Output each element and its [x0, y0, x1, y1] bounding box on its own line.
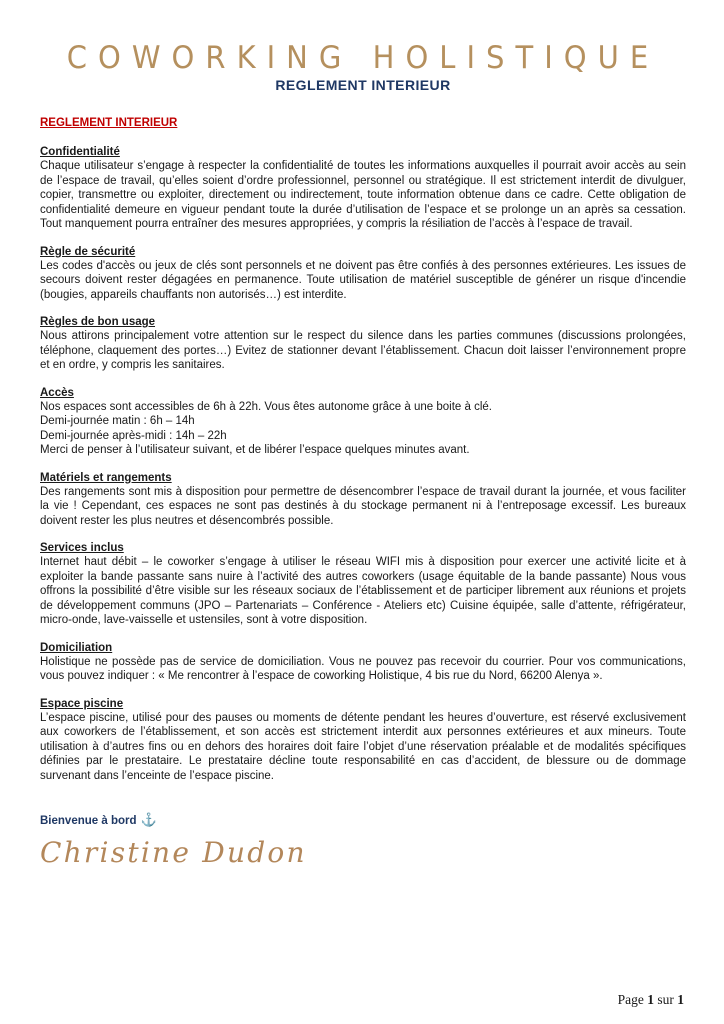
paragraph: Des rangements sont mis à disposition pour permettre de désencombrer l’espace de travail durant la journée, et vous faciliter la vie ! Cependant, ces espaces ne sont pas destinés à du stockage permanent ni à l’entreposage excessif. Les bureaux doivent rester les plus neutres et désencombrés possible.: [40, 485, 686, 527]
section-services-inclus: [40, 542, 686, 628]
text-line: Demi-journée après-midi : 14h – 22h: [40, 429, 227, 442]
section-title: Règles de bon usage: [40, 316, 156, 328]
section-title: Services inclus: [40, 542, 124, 554]
section-title: Matériels et rangements: [40, 471, 172, 484]
footer-separator: sur: [657, 992, 674, 1007]
paragraph: Internet haut débit – le coworker s’engage à utiliser le réseau WIFI mis à disposition pour exercer une activité licite et à exploiter la bande passante sans nuire à l’activité des autres coworkers (usage équitable de la bande passante) Nous vous offrons la possibilité d’être visible sur les réseaux sociaux de l’établissement et de participer librement aux réunions et projets de développement communs (JPO – Partenariats – Conférence - Ateliers etc) Cuisine équipée, salle d’attente, réfrigérateur, micro-onde, lave-vaisselle et ustensiles, sont à votre disposition.: [40, 556, 686, 626]
paragraph: Les codes d'accès ou jeux de clés sont personnels et ne doivent pas être confiés à des personnes extérieures. Les issues de secours doivent rester dégagées en permanence. Toute utilisation de matériel susceptible de générer un risque d'incendie (bougies, appareils chauffants non autorisés…) est interdite.: [40, 259, 686, 301]
section-title: Domiciliation: [40, 641, 113, 654]
closing-text: Bienvenue à bord: [40, 815, 137, 827]
brand-title: COWORKING HOLISTIQUE: [66, 38, 660, 76]
section-title: Espace piscine: [40, 697, 124, 710]
section-regles-de-bon-usage: [40, 316, 686, 373]
section-regle-de-securite: [40, 246, 686, 303]
document-content: [40, 0, 686, 869]
text-line: Merci de penser à l’utilisateur suivant, et de libérer l’espace quelques minutes avant.: [40, 444, 470, 456]
document-heading: REGLEMENT INTERIEUR: [40, 117, 178, 129]
footer-page-number: 1: [647, 992, 654, 1007]
signature: Christine Dudon: [40, 836, 307, 869]
section-acces: [40, 387, 686, 458]
section-confidentialite: [40, 146, 686, 232]
paragraph: Nous attirons principalement votre attention sur le respect du silence dans les parties communes (discussions prolongées, téléphone, claquement des portes…) Evitez de stationner devant l’établissement. Chacun doit laisser l’environnement propre et en ordre, y compris les sanitaires.: [40, 330, 686, 371]
text-line: Demi-journée matin : 6h – 14h: [40, 415, 195, 427]
page-footer: [618, 992, 684, 1008]
paragraph: Holistique ne possède pas de service de domiciliation. Vous ne pouvez pas recevoir du courrier. Pour vos communications, vous pouvez indiquer : « Me rencontrer à l’espace de coworking Holistique, 4 bis rue du Nord, 66200 Alenya ».: [40, 655, 686, 682]
footer-total-pages: 1: [677, 992, 684, 1007]
section-domiciliation: [40, 642, 686, 684]
section-title: Accès: [40, 386, 74, 399]
footer-prefix: Page: [617, 992, 644, 1007]
section-title: Confidentialité: [40, 146, 120, 158]
closing-line: [40, 812, 686, 828]
section-title: Règle de sécurité: [40, 245, 136, 258]
paragraph: L’espace piscine, utilisé pour des pauses ou moments de détente pendant les heures d’ouverture, est réservé exclusivement aux coworkers de l’établissement, et son accès est strictement interdit aux personnes extérieures et aux mineurs. Toute utilisation à d’autres fins ou en dehors des horaires doit faire l’objet d’une réservation préalable et de modalités spécifiques définies par le prestataire. Le prestataire décline toute responsabilité en cas d’accident, de blessure ou de dommage survenant dans l’enceinte de l’espace piscine.: [40, 711, 686, 782]
document-subtitle: REGLEMENT INTERIEUR: [275, 77, 451, 93]
section-materiels-et-rangements: [40, 472, 686, 529]
anchor-icon: ⚓: [140, 812, 157, 827]
document-header: [40, 0, 686, 93]
section-espace-piscine: [40, 698, 686, 784]
text-line: Nos espaces sont accessibles de 6h à 22h. Vous êtes autonome grâce à une boite à clé.: [40, 400, 492, 413]
paragraph: Chaque utilisateur s’engage à respecter la confidentialité de toutes les informations auxquelles il pourrait avoir accès au sein de l’espace de travail, qu’elles soient d’ordre professionnel, personnel ou stratégique. Il est strictement interdit de divulguer, copier, transmettre ou exploiter, directement ou indirectement, toute information obtenue dans ce cadre. Cette obligation de confidentialité demeure en vigueur pendant toute la durée d’utilisation de l’espace et se prolonge un an après sa cessation. Tout manquement pourra entraîner des mesures appropriées, y compris la résiliation de l’accès à l’espace de travail.: [40, 160, 686, 230]
